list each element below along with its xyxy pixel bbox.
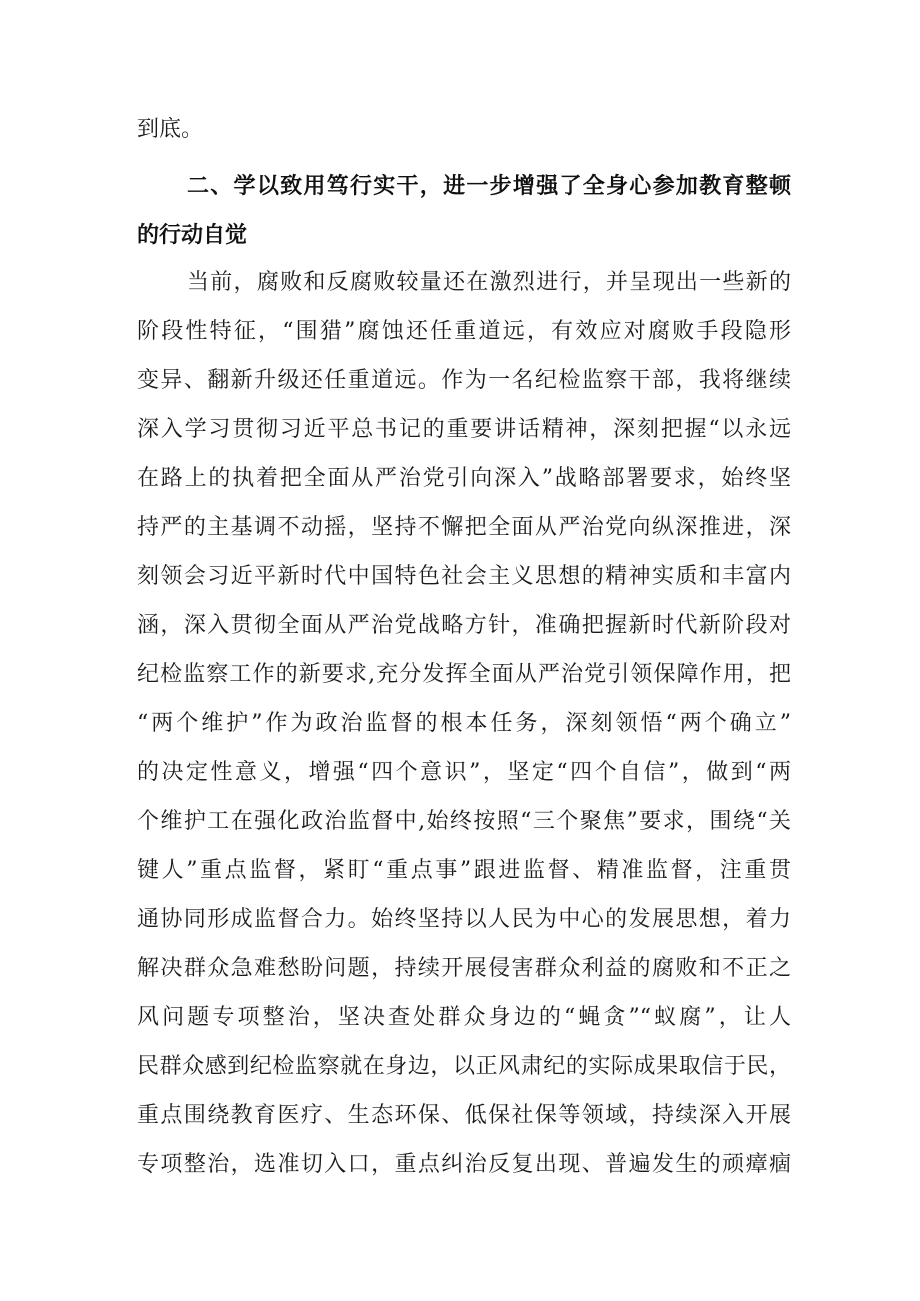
paragraph-line: 键人”重点监督，紧盯“重点事”跟进监督、精准监督，注重贯 xyxy=(137,858,791,883)
paragraph-line: 持严的主基调不动摇，坚持不懈把全面从严治党向纵深推进，深 xyxy=(137,515,791,540)
carryover-line: 到底。 xyxy=(137,117,204,142)
paragraph-line: 个维护工在强化政治监督中,始终按照“三个聚焦”要求，围绕“关 xyxy=(137,809,791,834)
paragraph-line: 解决群众急难愁盼问题，持续开展侵害群众利益的腐败和不正之 xyxy=(137,956,791,981)
paragraph-line: 风问题专项整治，坚决查处群众身边的“蝇贪”“蚁腐”，让人 xyxy=(137,1005,791,1030)
paragraph-line: 专项整治，选准切入口，重点纠治反复出现、普遍发生的顽瘴痼 xyxy=(137,1152,791,1177)
section-heading-line-2: 的行动自觉 xyxy=(137,223,248,248)
paragraph-line: 的决定性意义，增强“四个意识”，坚定“四个自信”，做到“两 xyxy=(137,760,791,785)
paragraph-line: 深入学习贯彻习近平总书记的重要讲话精神，深刻把握“以永远 xyxy=(137,417,791,442)
paragraph-line: 重点围绕教育医疗、生态环保、低保社保等领域，持续深入开展 xyxy=(137,1103,791,1128)
paragraph-line: 通协同形成监督合力。始终坚持以人民为中心的发展思想，着力 xyxy=(137,907,791,932)
paragraph-line: 刻领会习近平新时代中国特色社会主义思想的精神实质和丰富内 xyxy=(137,564,791,589)
paragraph-line: 当前，腐败和反腐败较量还在激烈进行，并呈现出一些新的 xyxy=(187,270,791,295)
paragraph-line: 涵，深入贯彻全面从严治党战略方针，准确把握新时代新阶段对 xyxy=(137,613,791,638)
paragraph-line: 民群众感到纪检监察就在身边，以正风肃纪的实际成果取信于民， xyxy=(137,1054,791,1079)
section-heading-line-1: 二、学以致用笃行实干，进一步增强了全身心参加教育整顿 xyxy=(187,174,791,199)
paragraph-line: 纪检监察工作的新要求,充分发挥全面从严治党引领保障作用，把 xyxy=(137,662,791,687)
paragraph-line: 在路上的执着把全面从严治党引向深入”战略部署要求，始终坚 xyxy=(137,466,791,491)
paragraph-line: 阶段性特征，“围猎”腐蚀还任重道远，有效应对腐败手段隐形 xyxy=(137,319,791,344)
paragraph-line: 变异、翻新升级还任重道远。作为一名纪检监察干部，我将继续 xyxy=(137,368,791,393)
paragraph-line: “两个维护”作为政治监督的根本任务，深刻领悟“两个确立” xyxy=(137,711,791,736)
